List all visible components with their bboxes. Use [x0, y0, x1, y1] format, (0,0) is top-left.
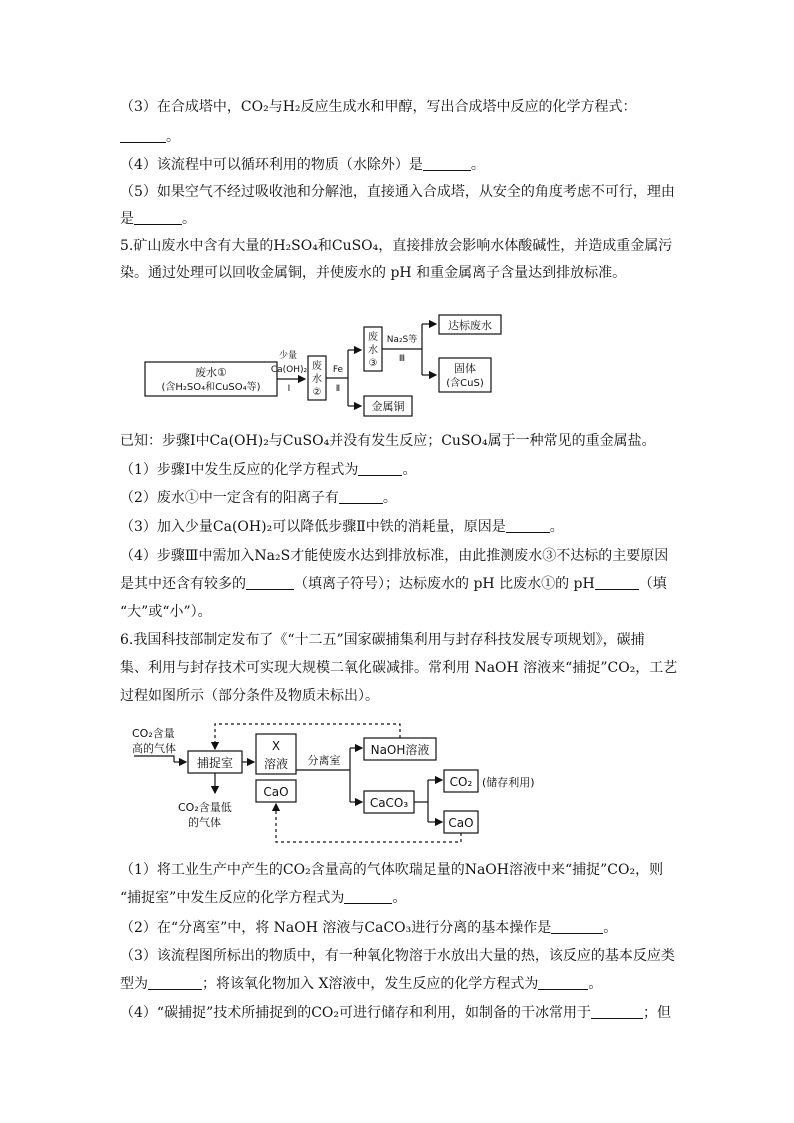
p6-q3-line1: （3）该流程图所标出的物质中，有一种氧化物溶于水放出大量的热，该反应的基本反应类 — [120, 948, 675, 964]
p6-q1-line1: （1）将工业生产中产生的CO₂含量高的气体吹瑞足量的NaOH溶液中来“捕捉”CO₂，则 — [120, 862, 664, 878]
wastewater-1-label: 废水① — [195, 366, 227, 379]
caco3-label: CaCO₃ — [369, 796, 409, 810]
input-gas-label: CO₂含量 — [132, 727, 175, 740]
q3-answer-line: 。 — [120, 127, 680, 147]
answer-blank[interactable] — [148, 975, 202, 990]
step-2-number: Ⅱ — [335, 384, 341, 394]
q5-text-cont: 是 。 — [120, 211, 196, 227]
answer-blank[interactable] — [538, 975, 588, 990]
naoh-label: NaOH溶液 — [370, 743, 430, 757]
answer-blank[interactable] — [344, 889, 392, 904]
step-2-reagent: Fe — [332, 365, 344, 375]
input-gas-label-cont: 高的气体 — [132, 742, 176, 755]
step-3-reagent: Na₂S等 — [386, 335, 418, 345]
cao-right-label: CaO — [448, 816, 474, 830]
wastewater-3-char: ③ — [368, 358, 378, 369]
p6-intro-line3: 过程如图所示（部分条件及物质未标出）。 — [120, 688, 379, 704]
output-gas-label-cont: 的气体 — [188, 816, 221, 829]
wastewater-2-char: 水 — [312, 374, 322, 385]
wastewater-2-char: ② — [312, 387, 322, 398]
p6-q3-line2: 型为 ；将该氧化物加入 X溶液中，发生反应的化学方程式为 。 — [120, 976, 603, 992]
storage-label: (储存利用) — [482, 776, 535, 789]
p5-known: 已知：步骤Ⅰ中Ca(OH)₂与CuSO₄并没有发生反应；CuSO₄属于一种常见的重金属盐。 — [120, 433, 656, 449]
step-1-number: Ⅰ — [287, 384, 291, 394]
output-gas-label: CO₂含量低 — [178, 801, 232, 814]
answer-blank[interactable] — [246, 575, 294, 590]
p5-intro-line1: 5.矿山废水中含有大量的H₂SO₄和CuSO₄，直接排放会影响水体酸碱性，并造成重金属污 — [120, 238, 673, 254]
co2-label: CO₂ — [449, 775, 473, 789]
answer-blank[interactable] — [339, 489, 383, 504]
p5-q4-line1: （4）步骤Ⅲ中需加入Na₂S才能使废水达到排放标准，由此推测废水③不达标的主要原因 — [120, 548, 669, 564]
answer-blank[interactable] — [358, 461, 402, 476]
separator-label: 分离室 — [307, 754, 341, 767]
q5-text: （5）如果空气不经过吸收池和分解池，直接通入合成塔，从安全的角度考虑不可行，理由 — [120, 184, 675, 200]
p5-q4-line2: 是其中还含有较多的 （填离子符号）；达标废水的 pH 比废水①的 pH （填 — [120, 576, 667, 592]
answer-blank[interactable] — [134, 210, 182, 225]
p6-q4: （4）“碳捕捉”技术所捕捉到的CO₂可进行储存和利用，如制备的干冰常用于 ；但 — [120, 1005, 672, 1021]
x-solution-label: X — [271, 739, 281, 753]
cao-left-label: CaO — [263, 785, 289, 799]
p5-q3: （3）加入少量Ca(OH)₂可以降低步骤Ⅱ中铁的消耗量，原因是 。 — [120, 519, 564, 535]
step-3-number: Ⅲ — [398, 354, 406, 364]
wastewater-3-char: 废 — [368, 332, 378, 343]
p6-q1-line2: “捕捉室”中发生反应的化学方程式为 。 — [120, 890, 407, 906]
p5-q4-line3: “大”或“小”）。 — [120, 604, 212, 620]
p5-intro-line2: 染。通过处理可以回收金属铜，并使废水的 pH 和重金属离子含量达到排放标准。 — [120, 265, 627, 281]
step-1-amount: 少量 — [278, 351, 298, 361]
answer-blank[interactable] — [120, 128, 166, 143]
p6-intro-line2: 集、利用与封存技术可实现大规模二氧化碳减排。常利用 NaOH 溶液来“捕捉”CO₂，工艺 — [120, 660, 678, 676]
p6-q2: （2）在“分离室”中，将 NaOH 溶液与CaCO₃进行分离的基本操作是 。 — [120, 920, 618, 936]
answer-blank[interactable] — [591, 1004, 643, 1019]
wastewater-2-char: 废 — [312, 361, 322, 372]
solid-label: 固体 — [454, 362, 476, 375]
standard-water-label: 达标废水 — [448, 319, 492, 332]
solid-contents: (含CuS) — [446, 378, 484, 389]
answer-blank[interactable] — [551, 919, 603, 934]
p5-q2: （2）废水①中一定含有的阳离子有 。 — [120, 490, 397, 506]
q3-text: （3）在合成塔中，CO₂与H₂反应生成水和甲醇，写出合成塔中反应的化学方程式： — [120, 99, 637, 115]
p6-intro-line1: 6.我国科技部制定发布了《“十二五”国家碳捕集利用与封存科技发展专项规划》，碳捕 — [120, 632, 645, 648]
x-solution-label-cont: 溶液 — [263, 757, 289, 771]
wastewater-1-contents: (含H₂SO₄和CuSO₄等) — [161, 382, 261, 393]
p6-flow-diagram — [128, 718, 568, 848]
answer-blank[interactable] — [423, 156, 471, 171]
answer-blank[interactable] — [595, 575, 639, 590]
answer-blank[interactable] — [506, 518, 550, 533]
p5-q1: （1）步骤Ⅰ中发生反应的化学方程式为 。 — [120, 462, 417, 478]
capture-chamber-label: 捕捉室 — [196, 756, 234, 770]
p5-flow-diagram — [140, 312, 520, 424]
step-1-reagent: Ca(OH)₂ — [270, 365, 308, 375]
copper-label: 金属铜 — [371, 400, 405, 413]
input-line — [134, 756, 174, 762]
q4-text: （4）该流程中可以循环利用的物质（水除外）是 。 — [120, 157, 485, 173]
wastewater-3-char: 水 — [368, 345, 378, 356]
